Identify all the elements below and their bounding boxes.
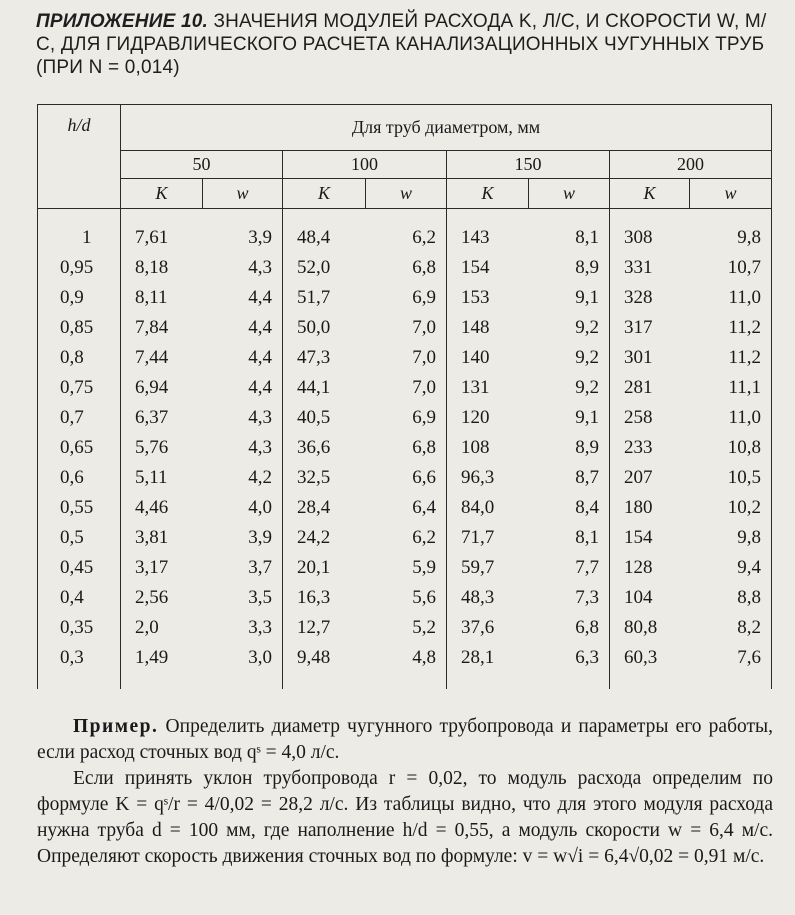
- k-value: 3,17: [121, 553, 203, 583]
- table-row: [38, 583, 772, 613]
- w-header: w: [366, 179, 447, 209]
- w-value: 3,5: [203, 583, 283, 613]
- k-value: 59,7: [447, 553, 529, 583]
- w-value: 3,9: [203, 523, 283, 553]
- table-row: [38, 493, 772, 523]
- w-value: 3,7: [203, 553, 283, 583]
- w-value: 7,0: [366, 313, 447, 343]
- hd-value: 0,95: [38, 253, 121, 283]
- k-value: 104: [610, 583, 690, 613]
- w-value: 9,8: [690, 523, 772, 553]
- k-value: 143: [447, 209, 529, 254]
- k-value: 40,5: [283, 403, 366, 433]
- k-value: 48,3: [447, 583, 529, 613]
- hd-value: 0,4: [38, 583, 121, 613]
- k-value: 7,61: [121, 209, 203, 254]
- k-value: 281: [610, 373, 690, 403]
- k-value: 52,0: [283, 253, 366, 283]
- w-value: 11,2: [690, 313, 772, 343]
- table-row: [38, 463, 772, 493]
- w-value: 9,2: [529, 313, 610, 343]
- k-value: 37,6: [447, 613, 529, 643]
- w-value: 9,1: [529, 403, 610, 433]
- k-value: 233: [610, 433, 690, 463]
- w-value: 6,2: [366, 209, 447, 254]
- k-value: 331: [610, 253, 690, 283]
- k-header: K: [447, 179, 529, 209]
- w-value: 7,0: [366, 343, 447, 373]
- w-value: 11,0: [690, 403, 772, 433]
- k-value: 5,11: [121, 463, 203, 493]
- w-value: 6,6: [366, 463, 447, 493]
- diameter-header: 50: [121, 151, 283, 179]
- k-value: 3,81: [121, 523, 203, 553]
- w-value: 10,8: [690, 433, 772, 463]
- w-value: 7,0: [366, 373, 447, 403]
- k-value: 60,3: [610, 643, 690, 689]
- table-row: [38, 343, 772, 373]
- hd-value: 1: [38, 209, 121, 254]
- w-value: 8,2: [690, 613, 772, 643]
- hd-header: h/d: [38, 105, 121, 209]
- k-header: K: [610, 179, 690, 209]
- k-value: 71,7: [447, 523, 529, 553]
- k-value: 258: [610, 403, 690, 433]
- k-value: 140: [447, 343, 529, 373]
- hd-value: 0,8: [38, 343, 121, 373]
- k-value: 28,1: [447, 643, 529, 689]
- w-value: 8,7: [529, 463, 610, 493]
- table-body: [38, 209, 772, 690]
- w-value: 5,6: [366, 583, 447, 613]
- k-value: 36,6: [283, 433, 366, 463]
- k-value: 108: [447, 433, 529, 463]
- k-value: 5,76: [121, 433, 203, 463]
- w-value: 4,4: [203, 283, 283, 313]
- w-value: 4,0: [203, 493, 283, 523]
- w-value: 4,3: [203, 253, 283, 283]
- example-p2: Если принять уклон трубопровода r = 0,02, то модуль расхода определим по формуле K = qˢ/r = 4/0,02 = 28,2 л/с. Из таблицы видно, что для этого модуля расхода нужна труба d = 100 мм, где наполнение h/d = 0,55, а модуль скорости w = 6,4 м/с. Определяют скорость движения сточных вод по формуле: v = w√i = 6,4√0,02 = 0,91 м/с.: [37, 768, 773, 867]
- w-value: 8,1: [529, 523, 610, 553]
- w-value: 5,9: [366, 553, 447, 583]
- hd-value: 0,35: [38, 613, 121, 643]
- hd-value: 0,65: [38, 433, 121, 463]
- k-value: 24,2: [283, 523, 366, 553]
- k-value: 2,0: [121, 613, 203, 643]
- k-value: 44,1: [283, 373, 366, 403]
- table-row: [38, 283, 772, 313]
- k-value: 328: [610, 283, 690, 313]
- w-value: 4,3: [203, 433, 283, 463]
- w-value: 9,2: [529, 343, 610, 373]
- w-value: 6,8: [366, 433, 447, 463]
- k-value: 2,56: [121, 583, 203, 613]
- k-value: 47,3: [283, 343, 366, 373]
- hd-value: 0,55: [38, 493, 121, 523]
- table-caption: [36, 10, 781, 79]
- k-value: 51,7: [283, 283, 366, 313]
- hd-value: 0,9: [38, 283, 121, 313]
- w-value: 3,3: [203, 613, 283, 643]
- example-p1: Определить диаметр чугунного трубопровода и параметры его работы, если расход сточных вод qˢ = 4,0 л/с.: [37, 716, 773, 763]
- w-value: 8,9: [529, 433, 610, 463]
- hd-value: 0,3: [38, 643, 121, 689]
- w-value: 11,2: [690, 343, 772, 373]
- w-value: 10,7: [690, 253, 772, 283]
- k-value: 131: [447, 373, 529, 403]
- k-value: 120: [447, 403, 529, 433]
- k-value: 8,18: [121, 253, 203, 283]
- example-paragraph: [37, 766, 773, 870]
- k-value: 4,46: [121, 493, 203, 523]
- k-value: 50,0: [283, 313, 366, 343]
- k-value: 1,49: [121, 643, 203, 689]
- hd-value: 0,6: [38, 463, 121, 493]
- k-value: 48,4: [283, 209, 366, 254]
- w-value: 10,2: [690, 493, 772, 523]
- w-value: 4,2: [203, 463, 283, 493]
- k-value: 148: [447, 313, 529, 343]
- table-row: [38, 523, 772, 553]
- w-value: 8,1: [529, 209, 610, 254]
- w-value: 8,4: [529, 493, 610, 523]
- k-value: 28,4: [283, 493, 366, 523]
- k-value: 80,8: [610, 613, 690, 643]
- w-value: 6,2: [366, 523, 447, 553]
- w-value: 11,0: [690, 283, 772, 313]
- diameter-header: 200: [610, 151, 772, 179]
- k-value: 16,3: [283, 583, 366, 613]
- w-value: 11,1: [690, 373, 772, 403]
- k-value: 154: [610, 523, 690, 553]
- w-header: w: [690, 179, 772, 209]
- hd-value: 0,85: [38, 313, 121, 343]
- hd-value: 0,45: [38, 553, 121, 583]
- w-value: 8,8: [690, 583, 772, 613]
- w-value: 3,9: [203, 209, 283, 254]
- k-value: 301: [610, 343, 690, 373]
- w-value: 4,8: [366, 643, 447, 689]
- w-value: 8,9: [529, 253, 610, 283]
- hd-value: 0,5: [38, 523, 121, 553]
- k-value: 32,5: [283, 463, 366, 493]
- table-row: [38, 613, 772, 643]
- w-value: 6,9: [366, 283, 447, 313]
- diameter-header: 100: [283, 151, 447, 179]
- w-value: 9,8: [690, 209, 772, 254]
- caption-text: ЗНАЧЕНИЯ МОДУЛЕЙ РАСХОДА K, Л/С, И СКОРОСТИ W, М/С, ДЛЯ ГИДРАВЛИЧЕСКОГО РАСЧЕТА КАНАЛИЗАЦИОННЫХ ЧУГУННЫХ ТРУБ (ПРИ N = 0,014): [36, 11, 767, 78]
- w-value: 4,4: [203, 373, 283, 403]
- w-value: 9,2: [529, 373, 610, 403]
- example-text: [37, 714, 773, 870]
- table-row: [38, 373, 772, 403]
- w-value: 7,7: [529, 553, 610, 583]
- k-value: 128: [610, 553, 690, 583]
- diameter-group-header: Для труб диаметром, мм: [121, 105, 772, 151]
- table-row: [38, 403, 772, 433]
- k-value: 96,3: [447, 463, 529, 493]
- k-value: 153: [447, 283, 529, 313]
- w-value: 4,4: [203, 313, 283, 343]
- hd-value: 0,75: [38, 373, 121, 403]
- w-header: w: [529, 179, 610, 209]
- w-value: 9,4: [690, 553, 772, 583]
- table-row: [38, 433, 772, 463]
- k-value: 7,84: [121, 313, 203, 343]
- k-value: 207: [610, 463, 690, 493]
- k-value: 8,11: [121, 283, 203, 313]
- k-value: 308: [610, 209, 690, 254]
- k-header: K: [283, 179, 366, 209]
- example-paragraph: [37, 714, 773, 766]
- hd-value: 0,7: [38, 403, 121, 433]
- w-value: 10,5: [690, 463, 772, 493]
- k-value: 84,0: [447, 493, 529, 523]
- w-value: 6,9: [366, 403, 447, 433]
- w-value: 7,6: [690, 643, 772, 689]
- k-value: 6,94: [121, 373, 203, 403]
- w-value: 9,1: [529, 283, 610, 313]
- table-row: [38, 253, 772, 283]
- table-row: [38, 643, 772, 689]
- k-value: 180: [610, 493, 690, 523]
- w-value: 4,4: [203, 343, 283, 373]
- w-value: 6,8: [366, 253, 447, 283]
- table-row: [38, 209, 772, 254]
- caption-lead: ПРИЛОЖЕНИЕ 10.: [36, 11, 208, 32]
- diameter-header: 150: [447, 151, 610, 179]
- w-value: 6,4: [366, 493, 447, 523]
- table-row: [38, 313, 772, 343]
- k-value: 12,7: [283, 613, 366, 643]
- k-header: K: [121, 179, 203, 209]
- example-label: Пример.: [73, 716, 159, 737]
- k-value: 154: [447, 253, 529, 283]
- flow-modules-table: [37, 104, 772, 689]
- k-value: 9,48: [283, 643, 366, 689]
- w-value: 6,3: [529, 643, 610, 689]
- k-value: 317: [610, 313, 690, 343]
- w-value: 3,0: [203, 643, 283, 689]
- w-value: 5,2: [366, 613, 447, 643]
- w-value: 4,3: [203, 403, 283, 433]
- w-value: 6,8: [529, 613, 610, 643]
- k-value: 7,44: [121, 343, 203, 373]
- k-value: 20,1: [283, 553, 366, 583]
- w-value: 7,3: [529, 583, 610, 613]
- k-value: 6,37: [121, 403, 203, 433]
- w-header: w: [203, 179, 283, 209]
- table-row: [38, 553, 772, 583]
